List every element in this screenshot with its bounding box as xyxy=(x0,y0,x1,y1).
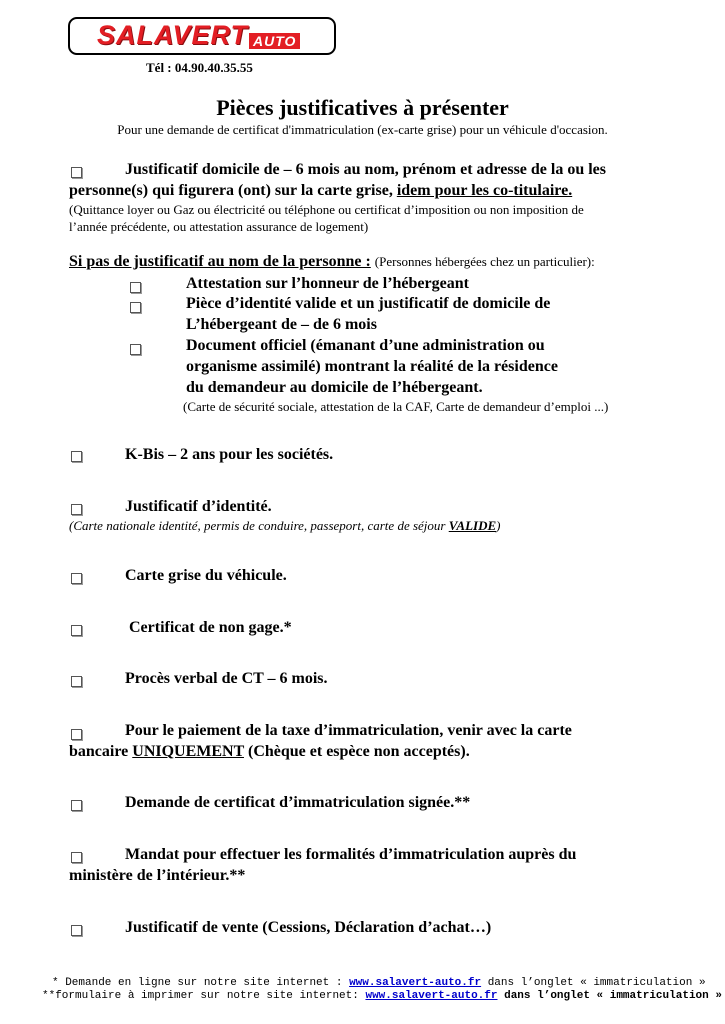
checkbox-paiement[interactable] xyxy=(71,729,82,740)
footer-line1-tail: dans l’onglet « immatriculation » xyxy=(487,977,706,989)
checkbox-non-gage[interactable] xyxy=(71,625,82,636)
checkbox-document-officiel[interactable] xyxy=(130,344,141,355)
paiement-line2 xyxy=(69,743,470,761)
heberge-item1: Attestation sur l’honneur de l’hébergeant xyxy=(186,275,469,292)
footer-line2-text: **formulaire à imprimer sur notre site internet: xyxy=(42,990,359,1002)
domicile-note2: l’année précédente, ou attestation assurance de logement) xyxy=(69,219,369,234)
kbis-label: K-Bis – 2 ans pour les sociétés. xyxy=(125,446,334,463)
domicile-line1: Justificatif domicile de – 6 mois au nom, prénom et adresse de la ou les xyxy=(125,161,607,178)
identite-note-close: ) xyxy=(496,518,501,533)
checkbox-identite[interactable] xyxy=(71,504,82,515)
heberge-note: (Carte de sécurité sociale, attestation de la CAF, Carte de demandeur d’emploi ...) xyxy=(183,399,609,414)
mandat-line1: Mandat pour effectuer les formalités d’immatriculation auprès du xyxy=(125,846,577,863)
checkbox-demande[interactable] xyxy=(71,800,82,811)
checkbox-attestation[interactable] xyxy=(130,282,141,293)
checkbox-carte-grise[interactable] xyxy=(71,573,82,584)
logo-text: SALAVERT xyxy=(97,20,249,50)
identite-note xyxy=(69,518,501,534)
heberge-item3-line1: Document officiel (émanant d’une administration ou xyxy=(186,337,545,354)
identite-note-text: (Carte nationale identité, permis de conduire, passeport, carte de séjour xyxy=(69,518,449,533)
domicile-line2-text: personne(s) qui figurera (ont) sur la carte grise, xyxy=(69,182,393,199)
non-gage-label: Certificat de non gage.* xyxy=(129,619,292,636)
paiement-bancaire: bancaire xyxy=(69,743,129,760)
phone-number: Tél : 04.90.40.35.55 xyxy=(146,60,253,75)
checkbox-vente[interactable] xyxy=(71,925,82,936)
paiement-line1: Pour le paiement de la taxe d’immatriculation, venir avec la carte xyxy=(125,722,572,739)
heberge-item3-line2: organisme assimilé) montrant la réalité de la résidence xyxy=(186,358,558,375)
page-title: Pièces justificatives à présenter xyxy=(216,95,509,120)
checkbox-kbis[interactable] xyxy=(71,451,82,462)
domicile-note1: (Quittance loyer ou Gaz ou électricité ou téléphone ou certificat d’imposition ou non imposition de xyxy=(69,202,584,217)
carte-grise-label: Carte grise du véhicule. xyxy=(125,567,287,584)
logo-subtext: AUTO xyxy=(249,33,300,49)
identite-valide: VALIDE xyxy=(448,518,497,533)
demande-label: Demande de certificat d’immatriculation signée.** xyxy=(125,794,471,811)
footer-link-2[interactable]: www.salavert-auto.fr xyxy=(365,990,498,1002)
mandat-line2: ministère de l’intérieur.** xyxy=(69,867,246,884)
heberge-item3-line3: du demandeur au domicile de l’hébergeant. xyxy=(186,379,483,396)
footer-link-1[interactable]: www.salavert-auto.fr xyxy=(349,977,482,989)
page-subtitle: Pour une demande de certificat d'immatriculation (ex-carte grise) pour un véhicule d'occasion. xyxy=(117,122,608,137)
heberge-heading: Si pas de justificatif au nom de la personne : xyxy=(69,253,371,270)
domicile-line2 xyxy=(69,182,572,200)
heberge-heading-row xyxy=(69,253,595,271)
footer-line1 xyxy=(52,977,706,989)
paiement-uniquement: UNIQUEMENT xyxy=(132,743,244,760)
footer-line2 xyxy=(42,990,722,1002)
checkbox-ct[interactable] xyxy=(71,676,82,687)
footer-line1-text: * Demande en ligne sur notre site internet : xyxy=(52,977,343,989)
checkbox-domicile[interactable] xyxy=(71,167,82,178)
heberge-heading-note: (Personnes hébergées chez un particulier): xyxy=(374,254,595,269)
identite-label: Justificatif d’identité. xyxy=(125,498,272,515)
paiement-note: (Chèque et espèce non acceptés). xyxy=(247,743,470,760)
ct-label: Procès verbal de CT – 6 mois. xyxy=(125,670,328,687)
checkbox-piece-identite[interactable] xyxy=(130,302,141,313)
heberge-item2-line1: Pièce d’identité valide et un justificatif de domicile de xyxy=(186,295,551,312)
heberge-item2-line2: L’hébergeant de – de 6 mois xyxy=(186,316,377,333)
footer-line2-tail: dans l’onglet « immatriculation » xyxy=(504,990,722,1002)
checkbox-mandat[interactable] xyxy=(71,852,82,863)
vente-label: Justificatif de vente (Cessions, Déclaration d’achat…) xyxy=(125,919,492,936)
domicile-cotitulaire: idem pour les co-titulaire. xyxy=(396,182,573,199)
